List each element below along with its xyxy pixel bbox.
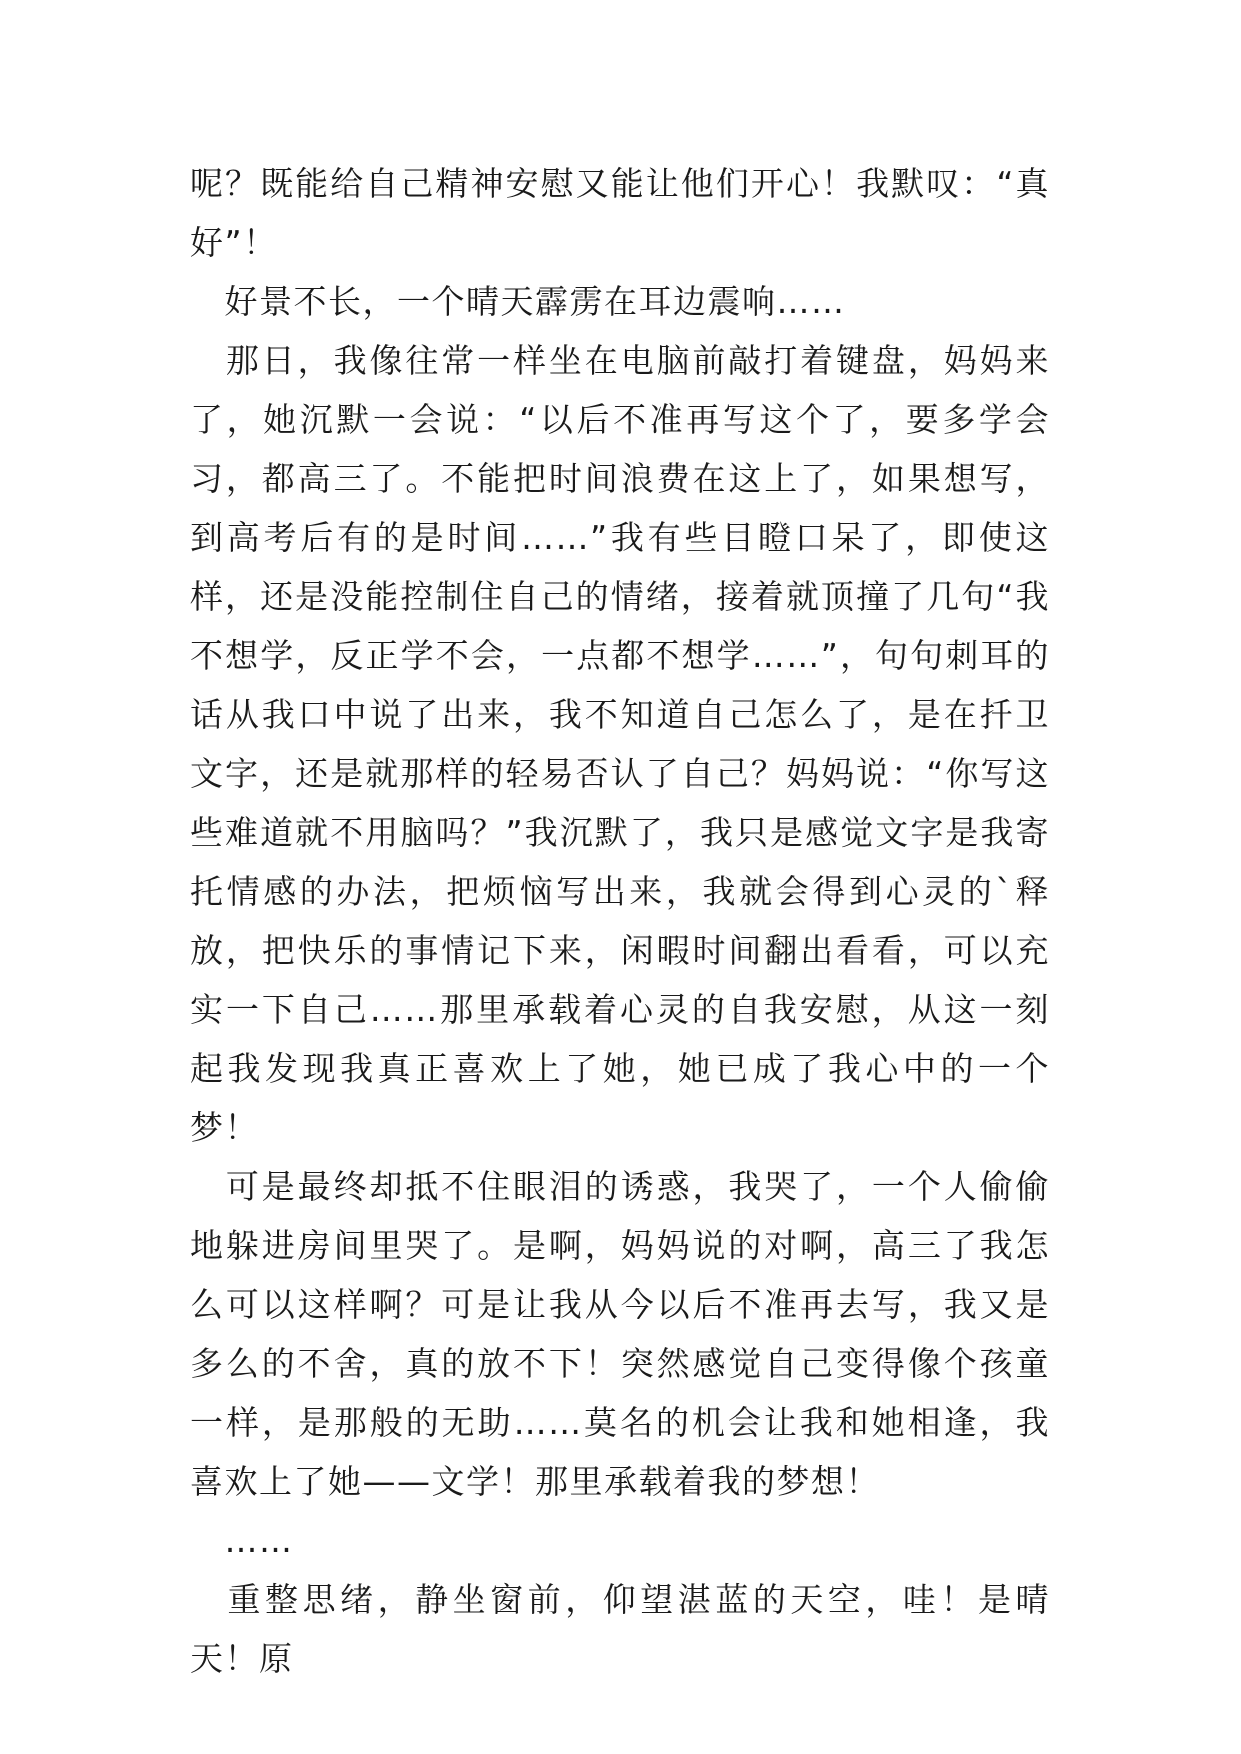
paragraph: 重整思绪，静坐窗前，仰望湛蓝的天空，哇！是晴天！原 xyxy=(190,1580,1050,1678)
paragraph: 呢？既能给自己精神安慰又能让他们开心！我默叹：“真好”！ xyxy=(190,164,1050,262)
paragraph: 好景不长，一个晴天霹雳在耳边震响…… xyxy=(190,282,846,321)
paragraph: 那日，我像往常一样坐在电脑前敲打着键盘，妈妈来了，她沉默一会说：“以后不准再写这个了，要多学会习，都高三了。不能把时间浪费在这上了，如果想写，到高考后有的是时间……”我有些目瞪口呆了，即使这样，还是没能控制住自己的情绪，接着就顶撞了几句“我不想学，反正学不会，一点都不想学……”，句句刺耳的话从我口中说了出来，我不知道自己怎么了，是在扦卫文字，还是就那样的轻易否认了自己？妈妈说：“你写这些难道就不用脑吗？”我沉默了，我只是感觉文字是我寄托情感的办法，把烦恼写出来，我就会得到心灵的`释放，把快乐的事情记下来，闲暇时间翻出看看，可以充实一下自己……那里承载着心灵的自我安慰，从这一刻起我发现我真正喜欢上了她，她已成了我心中的一个梦！ xyxy=(190,341,1050,1147)
paragraph: …… xyxy=(190,1521,294,1560)
paragraph: 可是最终却抵不住眼泪的诱惑，我哭了，一个人偷偷地躲进房间里哭了。是啊，妈妈说的对啊，高三了我怎么可以这样啊？可是让我从今以后不准再去写，我又是多么的不舍，真的放不下！突然感觉自己变得像个孩童一样，是那般的无助……莫名的机会让我和她相逢，我喜欢上了她——文学！那里承载着我的梦想！ xyxy=(190,1167,1050,1501)
essay-body xyxy=(190,154,1050,1688)
